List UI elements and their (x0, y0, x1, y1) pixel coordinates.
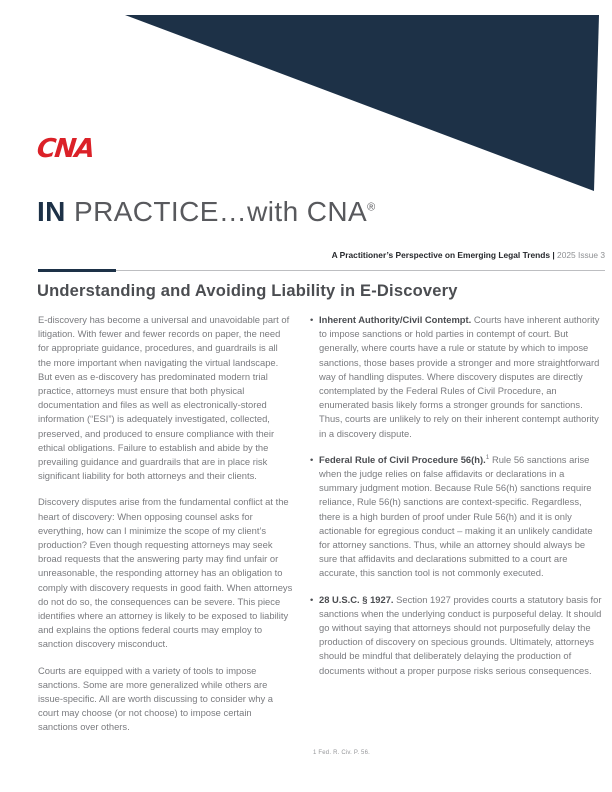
divider-line (38, 270, 605, 271)
bullet-item-rule-56h (310, 453, 605, 581)
corner-triangle-graphic (0, 0, 612, 200)
footnote-ref-1: 1 (485, 453, 490, 461)
paragraph-1: E-discovery has become a universal and unavoidable part of litigation. With fewer and fewer records on paper, the need for appropriate guidance, procedures, and guardrails is all the more important when navigating the virtual landscape. But even as e-discovery has predominated modern trial practice, attorneys must ensure that both physical documentation and files as well as electronically-stored information (“ESI”) is adequately investigated, collected, preserved, and produced to ensure compliance with their ethical obligations. Failure to establish and abide by the prevailing guidance and guardrails that are in place risk significant liability for both attorneys and their clients. (38, 314, 290, 482)
bullet-icon: • (310, 314, 314, 325)
paragraph-3: Courts are equipped with a variety of tools to impose sanctions. Some are more generalized while others are issue-specific. All are worth discussing to consider why a court may choose (or not choose) to impose certain sanctions over others. (38, 664, 273, 733)
tagline-text: A Practitioner’s Perspective on Emerging Legal Trends | (331, 250, 558, 260)
bullet-body: Courts have inherent authority to impose sanctions or hold parties in contempt of court. But generally, where courts have a rule or statute by which to impose sanctions, those bases provide a stronger and more straightforward way of handling disputes. Where discovery disputes are directly contemplated by the Federal Rules of Civil Procedure, an enumerated basis likely forms a stronger grounds for sanctions. Thus, courts are unlikely to rely on their inherent contempt authority in a discovery dispute. (319, 314, 600, 439)
masthead-title (37, 196, 376, 228)
left-column (38, 313, 293, 747)
footnote: 1 Fed. R. Civ. P. 56. (313, 750, 371, 756)
tagline-issue: 2025 Issue 3 (557, 250, 605, 260)
bullet-lead: Federal Rule of Civil Procedure 56(h). (319, 453, 486, 465)
bullet-lead: Inherent Authority/Civil Contempt. (319, 314, 472, 325)
bullet-lead: 28 U.S.C. § 1927. (319, 593, 394, 605)
masthead-word-rest: PRACTICE…with CNA (65, 196, 368, 227)
paragraph-2: Discovery disputes arise from the fundamental conflict at the heart of discovery: When opposing counsel asks for everything, how can I minimize the scope of my client’s production? Even though requesting attorneys may seek broad requests that the answering party may find unfair or unreasonable, the responding attorney has an obligation to comply with discovery requests in good faith. When attorneys do not do so, the consequences can be severe. This piece identifies where an attorney is likely to be exposed to liability and explains the options federal courts may employ to sanction discovery misconduct. (38, 496, 293, 650)
right-column (310, 313, 605, 690)
article-title: Understanding and Avoiding Liability in E-Discovery (37, 282, 458, 300)
bullet-item-28-usc-1927 (310, 593, 605, 678)
bullet-icon: • (310, 593, 314, 605)
divider-accent-bar (38, 269, 116, 272)
registered-mark: ® (367, 201, 376, 214)
cna-logo: CNA (35, 134, 96, 164)
bullet-icon: • (310, 453, 314, 465)
tagline (332, 250, 605, 260)
masthead-word-in: IN (37, 196, 66, 227)
bullet-item-inherent-authority (310, 313, 605, 441)
bullet-body: Rule 56 sanctions arise when the judge relies on false affidavits or declarations in a summary judgment motion. Because Rule 56(h) sanctions require reliance, Rule 56(h) sanctions are context-specific. Regardless, there is a high burden of proof under Rule 56(h) and it is only actionable for egregious conduct – making it an unlikely candidate for attorney sanctions. Thus, while an attorney should always be sure that affidavits and declarations submitted to a court are accurate, this sanction tool is not commonly executed. (319, 453, 593, 579)
bullet-body: Section 1927 provides courts a statutory basis for sanctions when the underlying conduct is purposeful delay. It should go without saying that attorneys should not purposefully delay the production of discovery on specious grounds. Ultimately, attorneys should be mindful that deliberately delaying the production of documents without a proper purpose risks serious consequences. (319, 593, 602, 676)
